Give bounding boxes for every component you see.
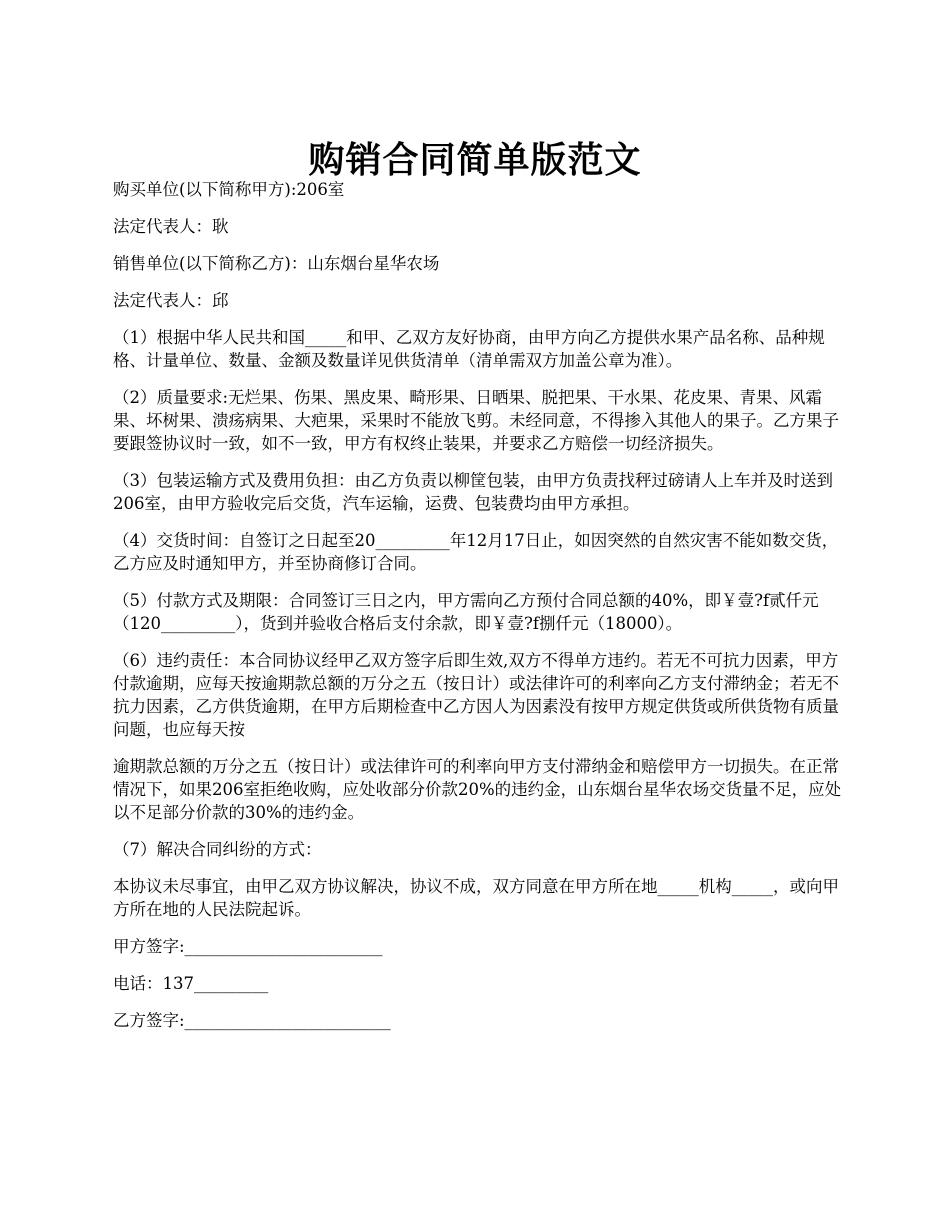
seller-unit: 销售单位(以下简称乙方)：山东烟台星华农场: [113, 254, 440, 273]
clause-6-liability: （6）违约责任：本合同协议经甲乙双方签字后即生效,双方不得单方违约。若无不可抗力因素，甲方付款逾期，应每天按逾期款总额的万分之五（按日计）或法律许可的利率向乙方支付滞纳金；若无不抗力因素，乙方供货逾期，在甲方后期检查中乙方因人为因素没有按甲方规定供货或所供货物有质量问题，也应每天按: [113, 651, 839, 739]
document-title: 购销合同简单版范文: [308, 139, 642, 182]
party-a-signature: 甲方签字:________________________: [113, 937, 383, 956]
phone-line: 电话：137_________: [113, 974, 269, 993]
clause-2-quality: （2）质量要求:无烂果、伤果、黑皮果、畸形果、日晒果、脱把果、干水果、花皮果、青果、风霜果、坏树果、溃疡病果、大疤果，采果时不能放飞剪。未经同意，不得掺入其他人的果子。乙方果子要跟签协议时一致，如不一致，甲方有权终止装果，并要求乙方赔偿一切经济损失。: [113, 388, 839, 453]
clause-6-liability-continued: 逾期款总额的万分之五（按日计）或法律许可的利率向甲方支付滞纳金和赔偿甲方一切损失。在正常情况下，如果206室拒绝收购，应处收部分价款20%的违约金，山东烟台星华农场交货量不足，应处以不足部分价款的30%的违约金。: [113, 757, 842, 822]
buyer-legal-representative: 法定代表人：耿: [113, 217, 229, 236]
clause-4-delivery: （4）交货时间：自签订之日起至20_________年12月17日止，如因突然的自然灾害不能如数交货，乙方应及时通知甲方，并至协商修订合同。: [113, 531, 839, 573]
clause-5-payment: （5）付款方式及期限：合同签订三日之内，甲方需向乙方预付合同总额的40%，即￥壹?f贰仟元（120_________），货到并验收合格后支付余款，即￥壹?f捌仟元（18000）。: [113, 591, 819, 633]
clause-3-packaging: （3）包装运输方式及费用负担：由乙方负责以柳筐包装，由甲方负责找秤过磅请人上车并及时送到206室，由甲方验收完后交货，汽车运输，运费、包装费均由甲方承担。: [113, 471, 833, 513]
seller-legal-representative: 法定代表人：邱: [113, 291, 229, 310]
buyer-unit: 购买单位(以下简称甲方):206室: [113, 180, 345, 199]
dispute-resolution-text: 本协议未尽事宜，由甲乙双方协议解决，协议不成，双方同意在甲方所在地_____机构_____，或向甲方所在地的人民法院起诉。: [113, 877, 839, 919]
document-body: [113, 178, 853, 1046]
clause-1-product: （1）根据中华人民共和国_____和甲、乙双方友好协商，由甲方向乙方提供水果产品名称、品种规格、计量单位、数量、金额及数量详见供货清单（清单需双方加盖公章为准）。: [113, 328, 825, 370]
party-b-signature: 乙方签字:_________________________: [113, 1011, 391, 1030]
clause-7-dispute: （7）解决合同纠纷的方式：: [113, 840, 322, 859]
